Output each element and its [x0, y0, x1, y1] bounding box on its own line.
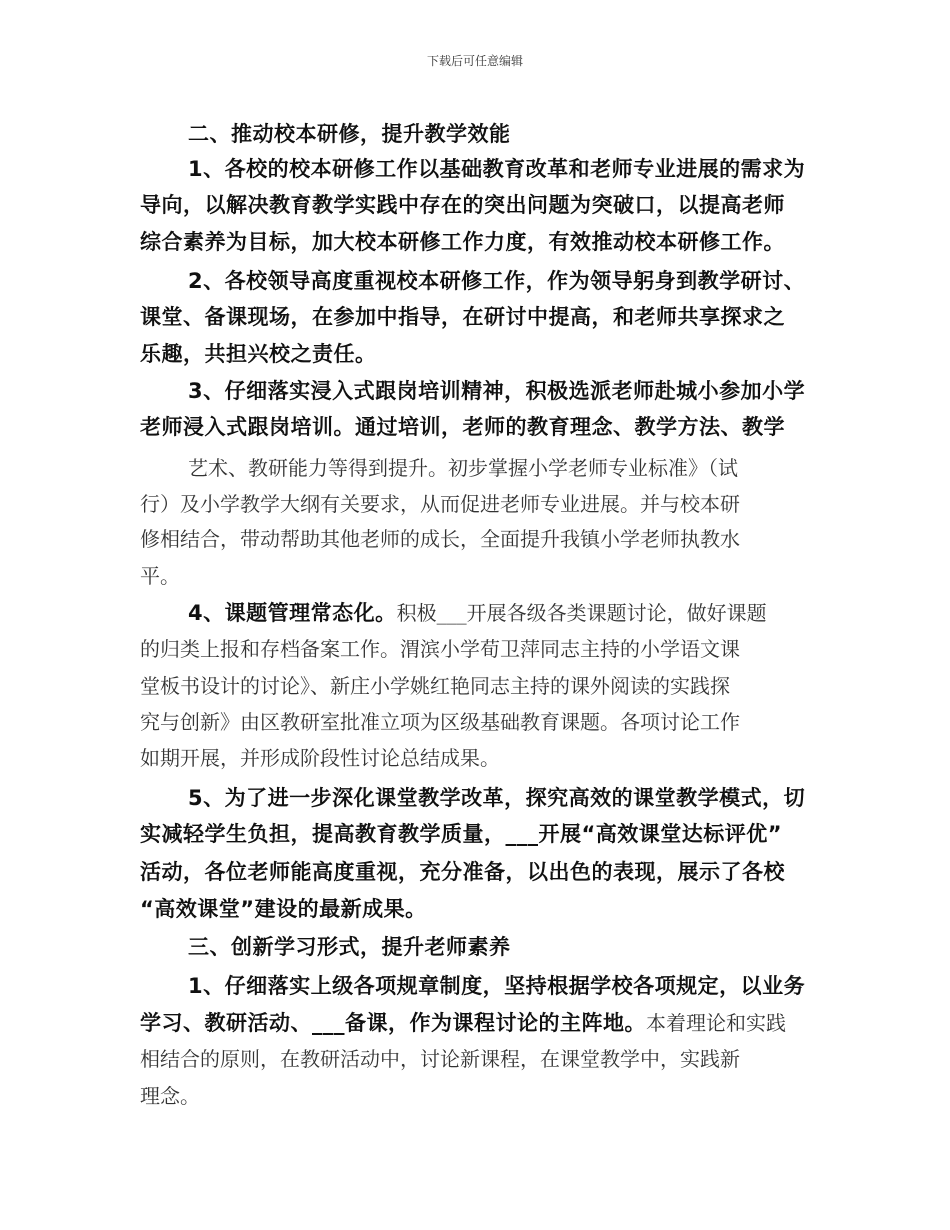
paragraph-line: 1、各校的校本研修工作以基础教育改革和老师专业进展的需求为 — [188, 157, 806, 181]
paragraph-line: 导向，以解决教育教学实践中存在的突出问题为突破口，以提高老师 — [140, 193, 785, 217]
paragraph-line: 乐趣，共担兴校之责任。 — [140, 342, 377, 366]
paragraph-line: 修相结合，带动帮助其他老师的成长，全面提升我镇小学老师执教水 — [140, 527, 740, 551]
paragraph-line: 的归类上报和存档备案工作。渭滨小学荀卫萍同志主持的小学语文课 — [140, 637, 740, 661]
paragraph-line: 实减轻学生负担，提高教育教学质量，___开展“高效课堂达标评优” — [140, 822, 783, 846]
paragraph-line — [140, 1007, 786, 1037]
paragraph-line: 平。 — [140, 564, 180, 588]
paragraph-line: 相结合的原则，在教研活动中，讨论新课程，在课堂教学中，实践新 — [140, 1047, 740, 1071]
paragraph-line: 理念。 — [140, 1084, 200, 1108]
paragraph-line — [188, 597, 767, 627]
paragraph-line: 3、仔细落实浸入式跟岗培训精神，积极选派老师赴城小参加小学 — [188, 379, 806, 403]
paragraph-line: 2、各校领导高度重视校本研修工作，作为领导躬身到教学研讨、 — [188, 269, 806, 293]
normal-text: 积极___开展各级各类课题讨论，做好课题 — [396, 601, 767, 625]
paragraph-line: 艺术、教研能力等得到提升。初步掌握小学老师专业标准》（试 — [188, 456, 738, 480]
paragraph-line: 活动，各位老师能高度重视，充分准备，以出色的表现，展示了各校 — [140, 860, 785, 884]
paragraph-line: 如期开展，并形成阶段性讨论总结成果。 — [140, 746, 500, 770]
paragraph-line: 1、仔细落实上级各项规章制度，坚持根据学校各项规定，以业务 — [188, 974, 806, 998]
paragraph-line: 堂板书设计的讨论》、新庄小学姚红艳同志主持的课外阅读的实践探 — [140, 674, 730, 698]
normal-text: 本着理论和实践 — [646, 1011, 786, 1035]
paragraph-line: 究与创新》由区教研室批准立项为区级基础教育课题。各项讨论工作 — [140, 710, 740, 734]
bold-lead: 学习、教研活动、___备课，作为课程讨论的主阵地。 — [140, 1011, 646, 1035]
paragraph-line: 老师浸入式跟岗培训。通过培训，老师的教育理念、教学方法、教学 — [140, 415, 785, 439]
section-heading-2: 二、推动校本研修，提升教学效能 — [188, 122, 511, 146]
page-header: 下载后可任意编辑 — [426, 54, 523, 68]
section-heading-3: 三、创新学习形式，提升老师素养 — [188, 935, 511, 959]
bold-lead: 4、课题管理常态化。 — [188, 601, 397, 625]
paragraph-line: 行）及小学教学大纲有关要求，从而促进老师专业进展。并与校本研 — [140, 492, 740, 516]
paragraph-line: 综合素养为目标，加大校本研修工作力度，有效推动校本研修工作。 — [140, 230, 785, 254]
paragraph-line: “高效课堂”建设的最新成果。 — [140, 897, 427, 921]
paragraph-line: 5、为了进一步深化课堂教学改革，探究高效的课堂教学模式，切 — [188, 786, 806, 810]
paragraph-line: 课堂、备课现场，在参加中指导，在研讨中提高，和老师共享探求之 — [140, 305, 785, 329]
